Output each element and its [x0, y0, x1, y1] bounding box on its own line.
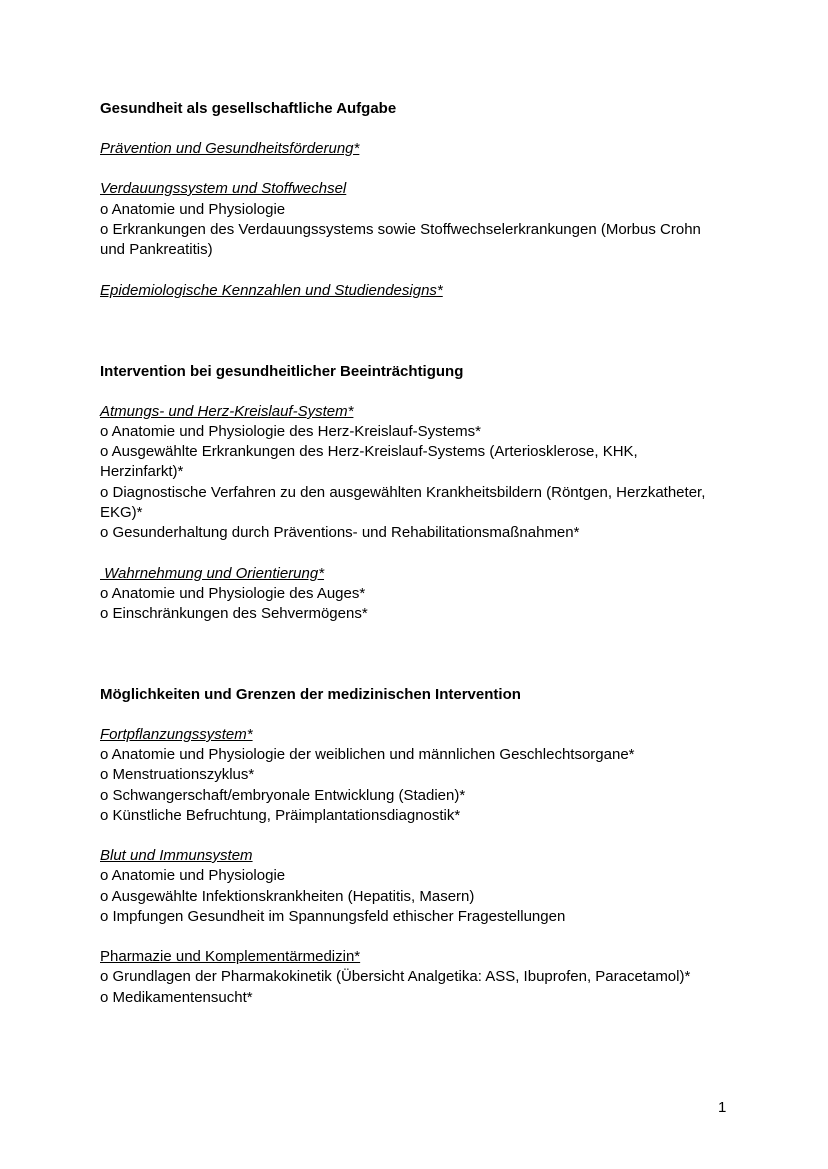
topic-title: Wahrnehmung und Orientierung*	[100, 565, 325, 582]
topic-title: Epidemiologische Kennzahlen und Studiendesigns*	[100, 282, 443, 299]
list-item: o Grundlagen der Pharmakokinetik (Übersicht Analgetika: ASS, Ibuprofen, Paracetamol)*	[100, 968, 691, 985]
list-item: o Ausgewählte Infektionskrankheiten (Hepatitis, Masern)	[100, 888, 475, 905]
list-item: o Künstliche Befruchtung, Präimplantationsdiagnostik*	[100, 807, 461, 824]
topic-title: Prävention und Gesundheitsförderung*	[100, 140, 360, 157]
list-item: o Anatomie und Physiologie	[100, 867, 286, 884]
list-item: o Diagnostische Verfahren zu den ausgewählten Krankheitsbildern (Röntgen, Herzkatheter,	[100, 484, 706, 501]
list-item: o Gesunderhaltung durch Präventions- und Rehabilitationsmaßnahmen*	[100, 524, 580, 541]
list-item-continuation: Herzinfarkt)*	[100, 463, 184, 480]
list-item: o Impfungen Gesundheit im Spannungsfeld ethischer Fragestellungen	[100, 908, 566, 925]
page-number: 1	[718, 1099, 727, 1116]
section-heading: Möglichkeiten und Grenzen der medizinischen Intervention	[100, 686, 521, 703]
list-item: o Einschränkungen des Sehvermögens*	[100, 605, 368, 622]
list-item: o Erkrankungen des Verdauungssystems sowie Stoffwechselerkrankungen (Morbus Crohn	[100, 221, 701, 238]
list-item: o Schwangerschaft/embryonale Entwicklung (Stadien)*	[100, 787, 466, 804]
topic-title: Pharmazie und Komplementärmedizin*	[100, 948, 361, 965]
section-heading: Intervention bei gesundheitlicher Beeinträchtigung	[100, 363, 464, 380]
list-item: o Anatomie und Physiologie der weiblichen und männlichen Geschlechtsorgane*	[100, 746, 635, 763]
topic-title: Blut und Immunsystem	[100, 847, 253, 864]
list-item: o Anatomie und Physiologie	[100, 201, 286, 218]
section-heading: Gesundheit als gesellschaftliche Aufgabe	[100, 100, 397, 117]
topic-title: Fortpflanzungssystem*	[100, 726, 253, 743]
list-item: o Ausgewählte Erkrankungen des Herz-Kreislauf-Systems (Arteriosklerose, KHK,	[100, 443, 638, 460]
topic-title: Verdauungssystem und Stoffwechsel	[100, 180, 347, 197]
list-item: o Menstruationszyklus*	[100, 766, 255, 783]
list-item: o Medikamentensucht*	[100, 989, 253, 1006]
list-item: o Anatomie und Physiologie des Herz-Kreislauf-Systems*	[100, 423, 482, 440]
topic-title: Atmungs- und Herz-Kreislauf-System*	[100, 403, 354, 420]
list-item: o Anatomie und Physiologie des Auges*	[100, 585, 366, 602]
list-item-continuation: und Pankreatitis)	[100, 241, 213, 258]
list-item-continuation: EKG)*	[100, 504, 143, 521]
